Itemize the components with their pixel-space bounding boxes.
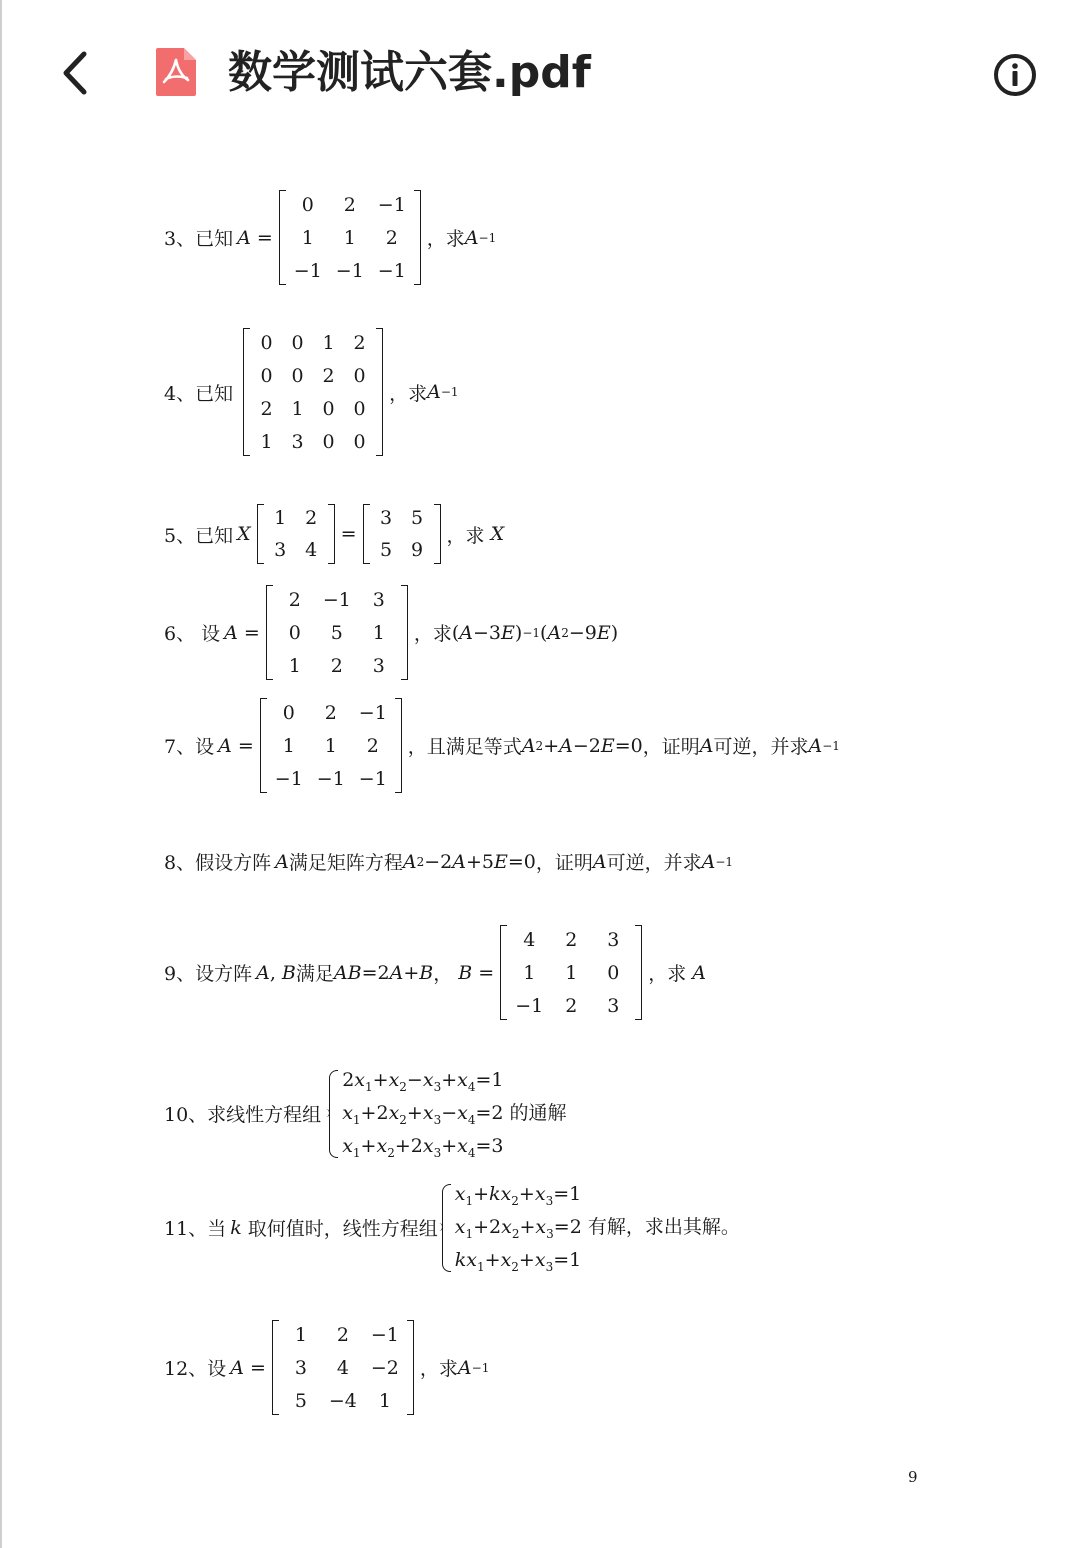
equation-system (329, 1064, 566, 1163)
problem-label: 5、已知 (164, 524, 234, 547)
matrix-cell: −1 (274, 767, 303, 790)
matrix-cell: 0 (322, 397, 335, 420)
equation: $2x_1+x_2-x_3+x_4=1$ (342, 1069, 504, 1094)
problem-label: 10、求线性方程组 (164, 1104, 322, 1126)
matrix-cell: 0 (291, 364, 304, 387)
problem-text: ，求 (413, 623, 452, 645)
matrix-cell: 5 (294, 1389, 307, 1412)
matrix-right (363, 502, 441, 566)
matrix-cell: 1 (291, 397, 304, 420)
matrix-cell: 1 (523, 961, 536, 984)
top-bar (2, 0, 1080, 150)
matrix-cell: −1 (377, 193, 406, 216)
matrix-cell: −1 (358, 701, 387, 724)
matrix-cell: 0 (607, 961, 620, 984)
matrix-cell: −4 (328, 1389, 357, 1412)
problem-text: 有解，求出其解。 (587, 1216, 740, 1238)
problem-label: 12、设 (164, 1358, 227, 1380)
matrix-cell: 2 (565, 994, 578, 1017)
problem-text: ，求 (446, 524, 485, 547)
problem-text: ，求 (389, 382, 428, 405)
matrix-cell: 3 (372, 588, 385, 611)
problem-label: 3、已知 (164, 228, 234, 250)
matrix-cell: 2 (336, 1323, 349, 1346)
problem-11: 11、当 k 取何值时，线性方程组 $x_1+kx_2+x_3=1$ $x_1+2x_2+x_3=2$ 有解，求出其解。 $kx_1+x_2+x_3=1$ (164, 1178, 744, 1277)
problem-text: 取何值时，线性方程组 (247, 1218, 438, 1240)
matrix-cell: 0 (301, 193, 314, 216)
matrix-a (266, 583, 408, 682)
problem-text: ，且满足等式 (407, 736, 522, 758)
matrix-cell: −1 (293, 259, 322, 282)
problem-label: 6、 设 (164, 623, 221, 645)
matrix-cell: −1 (370, 1323, 399, 1346)
problem-label: 11、当 (164, 1218, 227, 1240)
document-title: 数学测试六套.pdf (228, 47, 591, 98)
equation: $x_1+kx_2+x_3=1$ (454, 1183, 582, 1208)
matrix-cell: 3 (291, 430, 304, 453)
matrix-cell: 5 (330, 621, 343, 644)
matrix-cell: −1 (322, 588, 351, 611)
problem-text: ，证明 (642, 736, 700, 758)
matrix-cell: 9 (411, 539, 424, 561)
matrix-cell: −1 (316, 767, 345, 790)
matrix-cell: 0 (353, 397, 366, 420)
problem-label: 9、设方阵 (164, 963, 253, 985)
matrix-cell: −1 (335, 259, 364, 282)
problem-12: 12、设 A = 1 2 −1 3 4 −2 5 −4 1 ，求 A −1 (164, 1318, 489, 1417)
matrix-cell: 1 (324, 734, 337, 757)
matrix-cell: 4 (305, 539, 318, 561)
matrix-cell: 5 (380, 539, 393, 561)
problem-text: 满足矩阵方程 (288, 852, 403, 874)
problem-5: 5、已知 X 1 2 3 4 = 3 5 5 9 ，求 X (164, 502, 504, 566)
problem-text: ， (433, 963, 453, 985)
matrix-cell: 2 (385, 226, 398, 249)
problem-text: 满足 (295, 963, 334, 985)
matrix-cell: −1 (358, 767, 387, 790)
matrix-left (257, 502, 335, 566)
matrix-cell: 1 (274, 507, 287, 529)
problem-10 (164, 1064, 571, 1163)
matrix-cell: 4 (336, 1356, 349, 1379)
chevron-left-icon[interactable] (54, 48, 98, 98)
matrix-cell: 2 (366, 734, 379, 757)
matrix-cell: 1 (343, 226, 356, 249)
matrix-cell: 4 (523, 928, 536, 951)
problem-6: 6、 设 A = 2 −1 3 0 5 1 1 2 3 ，求 ( A −3 E ) −1 ( A 2 −9 E ) (164, 583, 618, 682)
matrix-cell: 1 (282, 734, 295, 757)
equation: $x_1+2x_2+x_3-x_4=2$ 的通解 (342, 1102, 567, 1127)
matrix-cell: 0 (291, 331, 304, 354)
matrix-cell: 0 (260, 364, 273, 387)
matrix-cell: 2 (353, 331, 366, 354)
matrix-cell: 3 (607, 928, 620, 951)
matrix-cell: 2 (343, 193, 356, 216)
matrix-cell: 3 (274, 539, 287, 561)
matrix-cell: 2 (565, 928, 578, 951)
problem-text: 的通解 (509, 1102, 567, 1124)
matrix-cell: −1 (515, 994, 544, 1017)
problem-label: 7、设 (164, 736, 215, 758)
matrix-cell: 5 (411, 507, 424, 529)
matrix-cell: 0 (353, 430, 366, 453)
problem-3: 3、已知 A = 0 2 −1 1 1 2 −1 −1 −1 ，求 A −1 (164, 188, 496, 287)
matrix-cell: 1 (294, 1323, 307, 1346)
matrix-cell: 1 (322, 331, 335, 354)
matrix-cell: 0 (353, 364, 366, 387)
matrix-cell: −1 (377, 259, 406, 282)
matrix-cell: 3 (294, 1356, 307, 1379)
page-number: 9 (908, 1468, 918, 1486)
problem-text: 可逆，并求 (606, 852, 702, 874)
matrix-cell: 2 (324, 701, 337, 724)
problem-label: 4、已知 (164, 382, 234, 405)
equation: $kx_1+x_2+x_3=1$ (454, 1249, 582, 1274)
matrix-cell: 0 (282, 701, 295, 724)
matrix-cell: 2 (305, 507, 318, 529)
matrix-a (243, 326, 383, 458)
matrix-cell: 1 (288, 654, 301, 677)
matrix-cell: 1 (378, 1389, 391, 1412)
matrix-cell: −2 (370, 1356, 399, 1379)
matrix-cell: 1 (301, 226, 314, 249)
equation: $x_1+x_2+2x_3+x_4=3$ (342, 1135, 504, 1160)
problem-text: ，证明 (535, 852, 593, 874)
problem-text: ，求 (648, 963, 687, 985)
problem-7: 7、设 A = 0 2 −1 1 1 2 −1 −1 −1 ，且满足等式 A 2 + A −2 E =0 ，证明 A 可逆，并求 A −1 (164, 696, 840, 795)
matrix-cell: 1 (565, 961, 578, 984)
matrix-cell: 2 (322, 364, 335, 387)
matrix-cell: 3 (372, 654, 385, 677)
problem-text: ，求 (419, 1358, 458, 1380)
problem-text: 可逆，并求 (713, 736, 809, 758)
matrix-b (500, 923, 642, 1022)
matrix-cell: 0 (260, 331, 273, 354)
problem-label: 8、假设方阵 (164, 852, 272, 874)
problem-4: 4、已知 0 0 1 2 0 0 2 0 2 1 0 0 1 3 0 0 ，求 A −1 (164, 326, 459, 458)
matrix-cell: 1 (260, 430, 273, 453)
matrix-cell: 0 (322, 430, 335, 453)
matrix-cell: 3 (607, 994, 620, 1017)
matrix-a (279, 188, 421, 287)
matrix-cell: 2 (260, 397, 273, 420)
problem-text: ，求 (426, 228, 465, 250)
matrix-cell: 2 (288, 588, 301, 611)
problem-9: 9、设方阵 A , B 满足 AB =2 A + B ， B = 4 2 3 1 1 0 −1 2 3 ，求 A (164, 923, 706, 1022)
matrix-cell: 2 (330, 654, 343, 677)
left-brace (329, 1070, 338, 1158)
matrix-cell: 3 (380, 507, 393, 529)
matrix-a (260, 696, 402, 795)
equation-system (442, 1178, 740, 1277)
left-brace (442, 1184, 451, 1272)
info-icon[interactable] (992, 52, 1038, 98)
matrix-a (272, 1318, 414, 1417)
problem-8: 8、假设方阵 A 满足矩阵方程 A 2 −2 A +5 E =0 ，证明 A 可逆，并求 A −1 (164, 848, 733, 875)
pdf-file-icon (154, 46, 198, 98)
equation: $x_1+2x_2+x_3=2$ 有解，求出其解。 (454, 1216, 740, 1241)
matrix-cell: 1 (372, 621, 385, 644)
matrix-cell: 0 (288, 621, 301, 644)
